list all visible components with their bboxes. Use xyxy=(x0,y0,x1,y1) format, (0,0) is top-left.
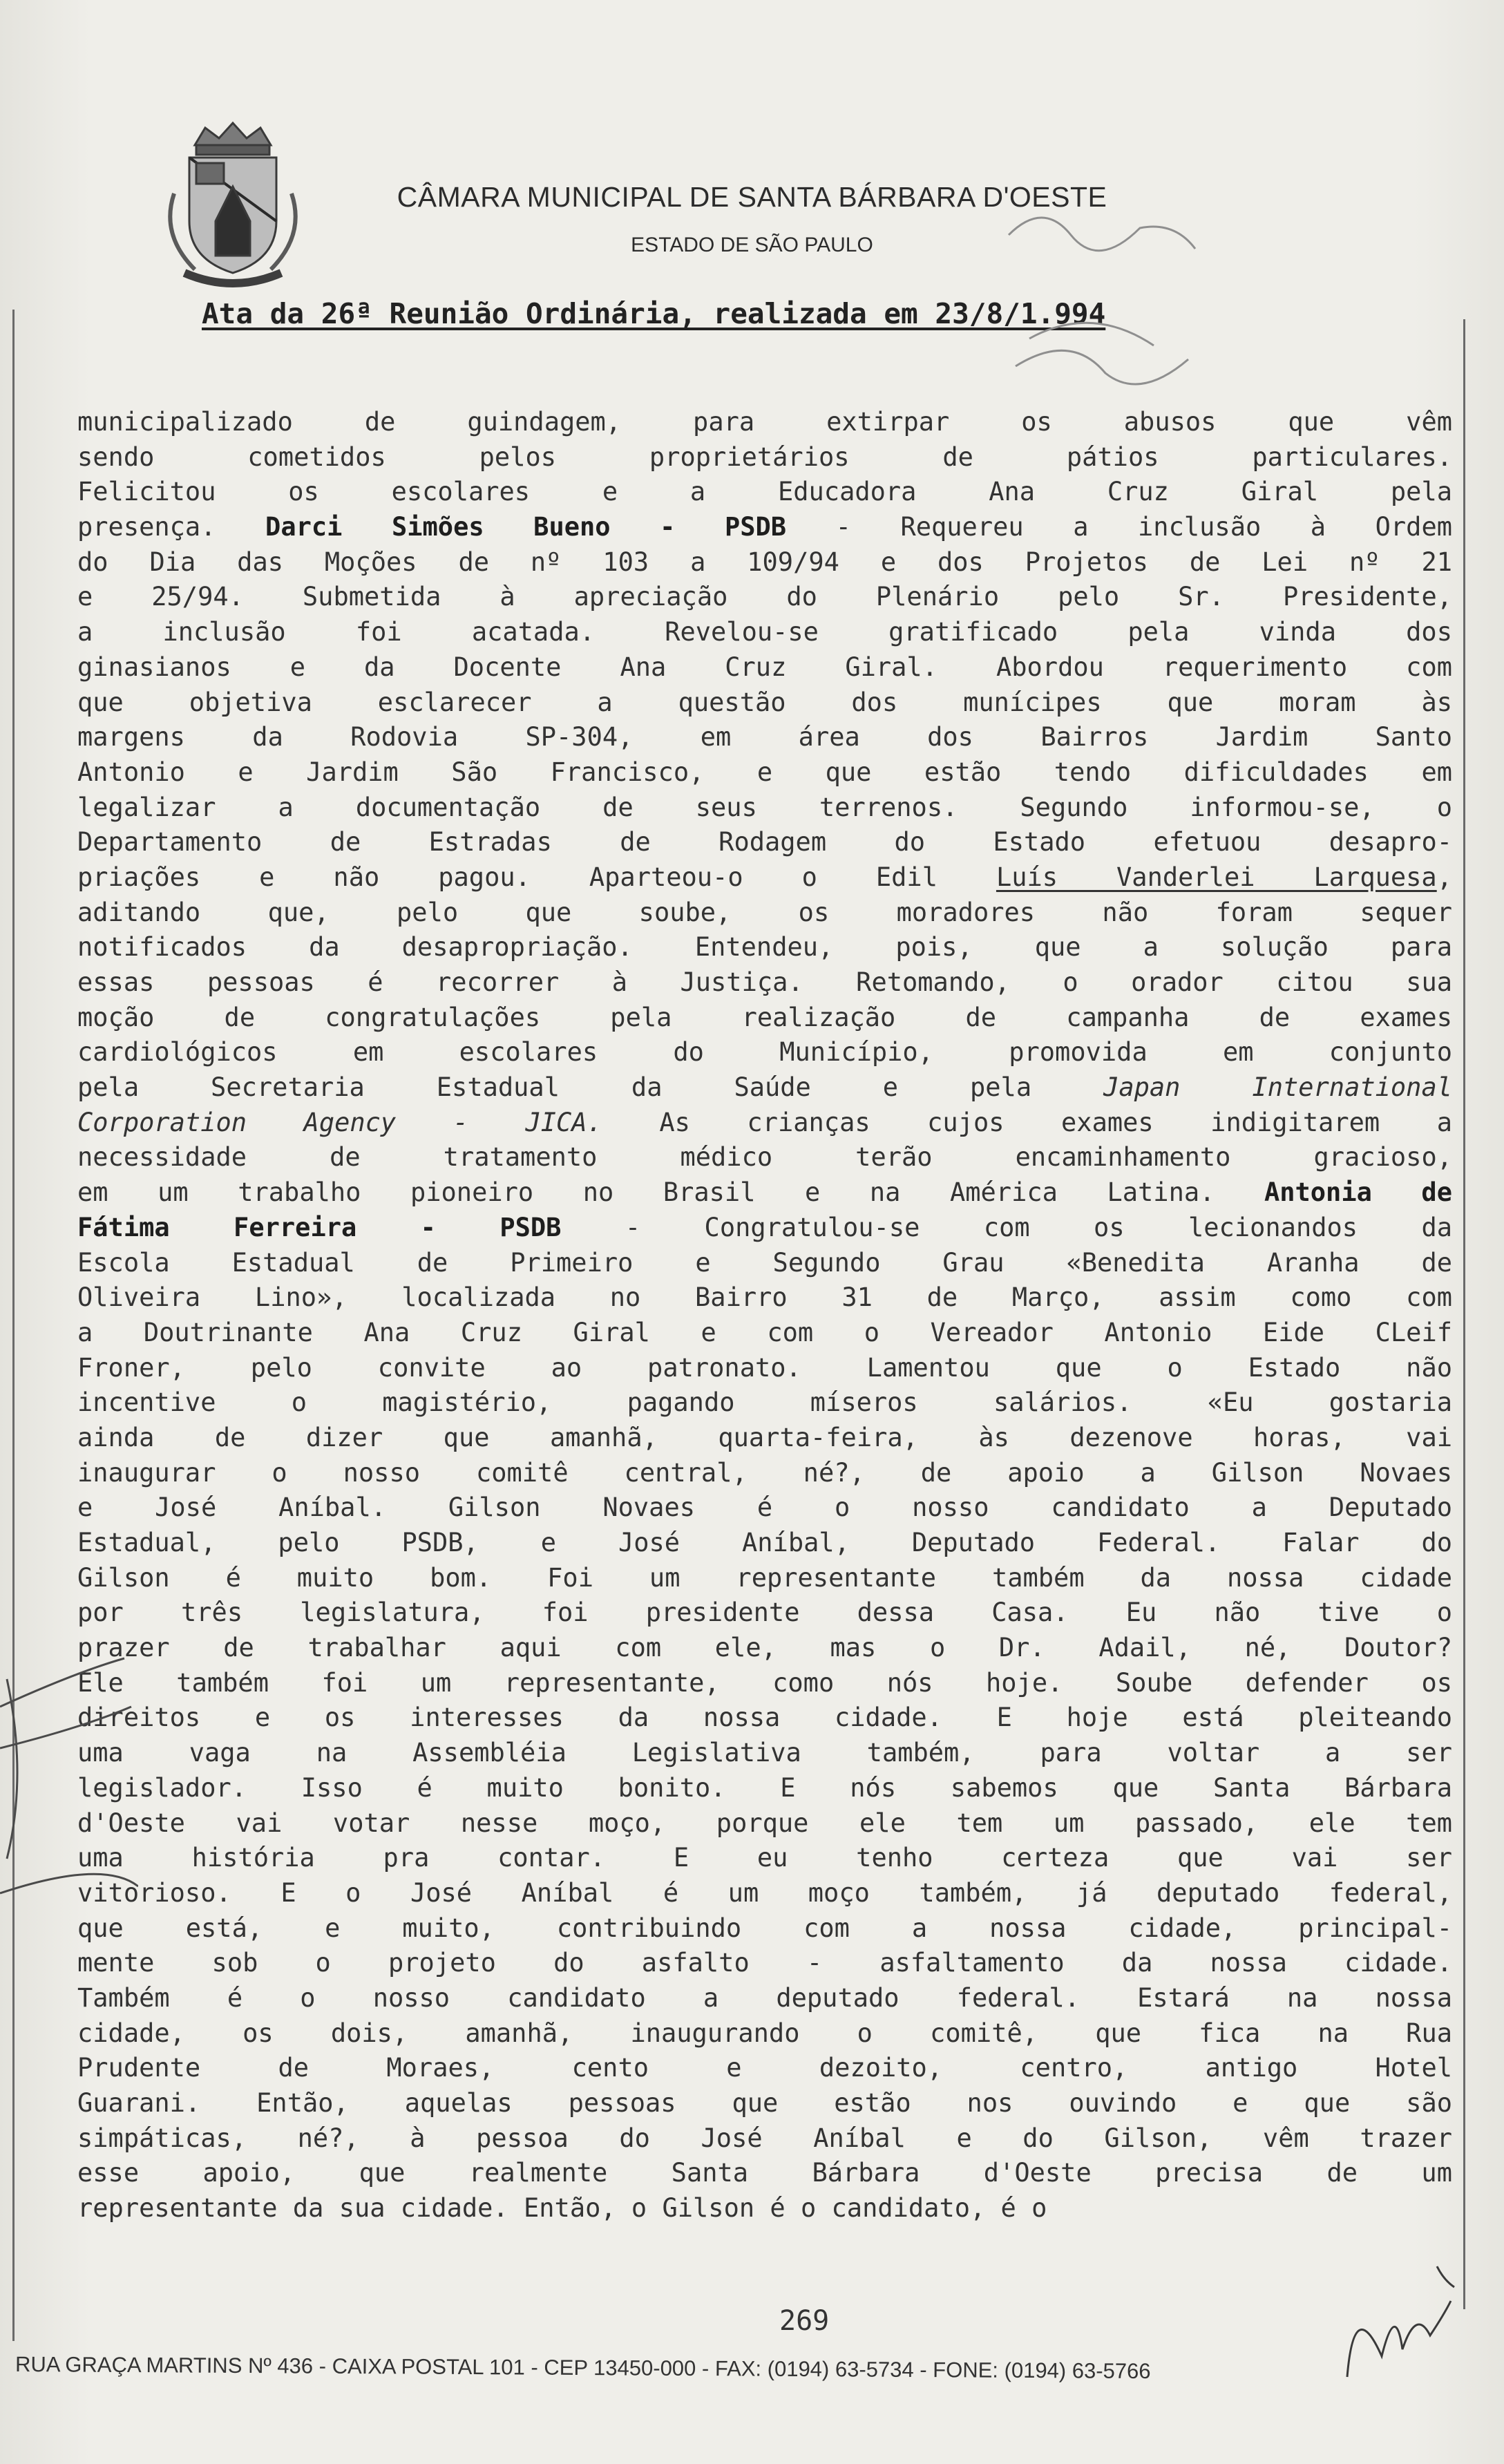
text-run: a inclusão foi acatada. Revelou-se gratificado pela vinda dos xyxy=(77,617,1452,647)
body-line xyxy=(77,1981,1452,2016)
text-run: legalizar a documentação de seus terrenos. Segundo informou-se, o xyxy=(77,792,1452,822)
text-run: em um trabalho pioneiro no Brasil e na América Latina. xyxy=(77,1177,1264,1208)
text-run: margens da Rodovia SP-304, em área dos Bairros Jardim Santo xyxy=(77,722,1452,752)
body-line xyxy=(77,1456,1452,1491)
speaker-name: Darci Simões Bueno - PSDB xyxy=(265,512,787,542)
text-run: ainda de dizer que amanhã, quarta-feira, às dezenove horas, vai xyxy=(77,1422,1452,1452)
body-line xyxy=(77,860,1452,895)
text-run: Oliveira Lino», localizada no Bairro 31 de Março, assim como com xyxy=(77,1282,1452,1313)
body-line xyxy=(77,1070,1452,1106)
text-run: a Doutrinante Ana Cruz Giral e com o Vereador Antonio Eide CLeif xyxy=(77,1317,1452,1347)
body-line xyxy=(77,1700,1452,1736)
footer-address: RUA GRAÇA MARTINS Nº 436 - CAIXA POSTAL 101 - CEP 13450-000 - FAX: (0194) 63-5734 - FONE: (0194) 63-5766 xyxy=(15,2352,1151,2384)
text-run: priações e não pagou. Aparteou-o o Edil xyxy=(77,862,996,892)
body-line xyxy=(77,965,1452,1001)
text-run: Froner, pelo convite ao patronato. Lamentou que o Estado não xyxy=(77,1352,1452,1383)
body-line xyxy=(77,1946,1452,1981)
body-line xyxy=(77,825,1452,860)
body-line xyxy=(77,1561,1452,1596)
text-run: que está, e muito, contribuindo com a nossa cidade, principal- xyxy=(77,1913,1452,1943)
text-run: Antonio e Jardim São Francisco, e que estão tendo dificuldades em xyxy=(77,757,1452,787)
text-run: incentive o magistério, pagando míseros salários. «Eu gostaria xyxy=(77,1387,1452,1418)
body-line xyxy=(77,1490,1452,1526)
body-line xyxy=(77,790,1452,826)
body-line xyxy=(77,1211,1452,1246)
body-line xyxy=(77,930,1452,965)
text-run: e 25/94. Submetida à apreciação do Plenário pelo Sr. Presidente, xyxy=(77,582,1452,612)
text-run: d'Oeste vai votar nesse moço, porque ele tem um passado, ele tem xyxy=(77,1808,1452,1838)
body-line xyxy=(77,1280,1452,1316)
body-line xyxy=(77,1385,1452,1421)
body-line xyxy=(77,2121,1452,2157)
text-run: sendo cometidos pelos proprietários de pátios particulares. xyxy=(77,442,1452,472)
body-line xyxy=(77,440,1452,475)
text-run: essas pessoas é recorrer à Justiça. Retomando, o orador citou sua xyxy=(77,967,1452,997)
underlined-name: Luís Vanderlei Larquesa xyxy=(996,862,1437,892)
body-line xyxy=(77,510,1452,545)
italic-text: Japan International xyxy=(1103,1072,1452,1103)
text-run: Escola Estadual de Primeiro e Segundo Grau «Benedita Aranha de xyxy=(77,1247,1452,1278)
text-run: cardiológicos em escolares do Município, promovida em conjunto xyxy=(77,1037,1452,1068)
text-run: Gilson é muito bom. Foi um representante também da nossa cidade xyxy=(77,1562,1452,1593)
text-run: simpáticas, né?, à pessoa do José Aníbal e do Gilson, vêm trazer xyxy=(77,2123,1452,2153)
body-line xyxy=(77,1001,1452,1036)
body-line xyxy=(77,1666,1452,1701)
signature-bottom-right xyxy=(1326,2253,1465,2391)
council-name: CÂMARA MUNICIPAL DE SANTA BÁRBARA D'OESTE xyxy=(397,181,1107,213)
text-run: prazer de trabalhar aqui com ele, mas o Dr. Adail, né, Doutor? xyxy=(77,1633,1452,1663)
body-line xyxy=(77,615,1452,650)
body-line xyxy=(77,1526,1452,1561)
signature-left-margin xyxy=(0,1569,138,1955)
text-run: pela Secretaria Estadual da Saúde e pela xyxy=(77,1072,1104,1103)
body-line xyxy=(77,1316,1452,1351)
speaker-name: Antonia de xyxy=(1264,1177,1452,1208)
body-line xyxy=(77,1736,1452,1771)
body-line xyxy=(77,1876,1452,1911)
body-line xyxy=(77,1035,1452,1070)
text-run: aditando que, pelo que soube, os moradores não foram sequer xyxy=(77,897,1452,927)
body-line xyxy=(77,475,1452,510)
text-run: representante da sua cidade. Então, o Gilson é o candidato, é o xyxy=(77,2193,1047,2224)
body-line xyxy=(77,2051,1452,2086)
body-line xyxy=(77,580,1452,615)
text-run: do Dia das Moções de nº 103 a 109/94 e dos Projetos de Lei nº 21 xyxy=(77,547,1452,577)
speaker-name: Fátima Ferreira - PSDB xyxy=(77,1212,562,1242)
body-line xyxy=(77,1246,1452,1281)
body-line xyxy=(77,1595,1452,1631)
text-run: vitorioso. E o José Aníbal é um moço também, já deputado federal, xyxy=(77,1877,1452,1908)
text-run: , xyxy=(1436,862,1452,892)
minutes-body xyxy=(77,405,1452,2226)
body-line xyxy=(77,720,1452,755)
text-run: presença. xyxy=(77,512,266,542)
body-line xyxy=(77,1351,1452,1386)
body-line xyxy=(77,650,1452,685)
text-run: Felicitou os escolares e a Educadora Ana Cruz Giral pela xyxy=(77,477,1452,507)
body-line xyxy=(77,1175,1452,1211)
body-line xyxy=(77,405,1452,440)
text-run: uma história pra contar. E eu tenho certeza que vai ser xyxy=(77,1843,1452,1873)
text-run: cidade, os dois, amanhã, inaugurando o comitê, que fica na Rua xyxy=(77,2018,1452,2048)
body-line xyxy=(77,1771,1452,1806)
minutes-title: Ata da 26ª Reunião Ordinária, realizada em 23/8/1.994 xyxy=(202,297,1106,330)
body-line xyxy=(77,1106,1452,1141)
text-run: por três legislatura, foi presidente dessa Casa. Eu não tive o xyxy=(77,1598,1452,1628)
body-line xyxy=(77,1140,1452,1175)
body-line xyxy=(77,2016,1452,2051)
text-run: - Congratulou-se com os lecionandos da xyxy=(561,1212,1452,1242)
body-line xyxy=(77,2086,1452,2121)
body-line xyxy=(77,1806,1452,1841)
body-line xyxy=(77,545,1452,580)
body-line xyxy=(77,2156,1452,2191)
state-name: ESTADO DE SÃO PAULO xyxy=(631,234,873,256)
left-margin-line xyxy=(12,310,15,2341)
body-line xyxy=(77,685,1452,721)
text-run: - Requereu a inclusão à Ordem xyxy=(786,512,1453,542)
text-run: ginasianos e da Docente Ana Cruz Giral. Abordou requerimento com xyxy=(77,652,1452,682)
signature-top-right xyxy=(988,193,1216,421)
text-run: legislador. Isso é muito bonito. E nós sabemos que Santa Bárbara xyxy=(77,1772,1452,1803)
text-run: Guarani. Então, aquelas pessoas que estão nos ouvindo e que são xyxy=(77,2088,1452,2118)
text-run: Estadual, pelo PSDB, e José Aníbal, Deputado Federal. Falar do xyxy=(77,1528,1452,1557)
right-margin-line xyxy=(1463,319,1465,2309)
italic-text: Corporation Agency - JICA. xyxy=(77,1107,602,1137)
body-line xyxy=(77,755,1452,790)
text-run: Também é o nosso candidato a deputado federal. Estará na nossa xyxy=(77,1982,1452,2013)
text-run: mente sob o projeto do asfalto - asfaltamento da nossa cidade. xyxy=(77,1948,1452,1978)
body-line xyxy=(77,2191,1452,2226)
body-line xyxy=(77,1631,1452,1666)
text-run: Prudente de Moraes, cento e dezoito, centro, antigo Hotel xyxy=(77,2053,1452,2083)
text-run: Ele também foi um representante, como nós hoje. Soube defender os xyxy=(77,1667,1452,1698)
text-run: As crianças cujos exames indigitarem a xyxy=(602,1107,1452,1137)
text-run: inaugurar o nosso comitê central, né?, de apoio a Gilson Novaes xyxy=(77,1457,1452,1488)
text-run: municipalizado de guindagem, para extirpar os abusos que vêm xyxy=(77,407,1452,437)
body-line xyxy=(77,1911,1452,1946)
body-line xyxy=(77,1841,1452,1876)
text-run: Departamento de Estradas de Rodagem do Estado efetuou desapro- xyxy=(77,827,1452,857)
body-line xyxy=(77,895,1452,931)
text-run: uma vaga na Assembléia Legislativa também, para voltar a ser xyxy=(77,1738,1452,1768)
text-run: moção de congratulações pela realização de campanha de exames xyxy=(77,1002,1452,1032)
text-run: e José Aníbal. Gilson Novaes é o nosso candidato a Deputado xyxy=(77,1492,1452,1523)
text-run: necessidade de tratamento médico terão encaminhamento gracioso, xyxy=(77,1142,1452,1173)
text-run: que objetiva esclarecer a questão dos munícipes que moram às xyxy=(77,687,1452,717)
text-run: notificados da desapropriação. Entendeu, pois, que a solução para xyxy=(77,932,1452,963)
text-run: direitos e os interesses da nossa cidade. E hoje está pleiteando xyxy=(77,1703,1452,1733)
text-run: esse apoio, que realmente Santa Bárbara d'Oeste precisa de um xyxy=(77,2158,1452,2188)
page-number: 269 xyxy=(779,2305,830,2337)
body-line xyxy=(77,1421,1452,1456)
